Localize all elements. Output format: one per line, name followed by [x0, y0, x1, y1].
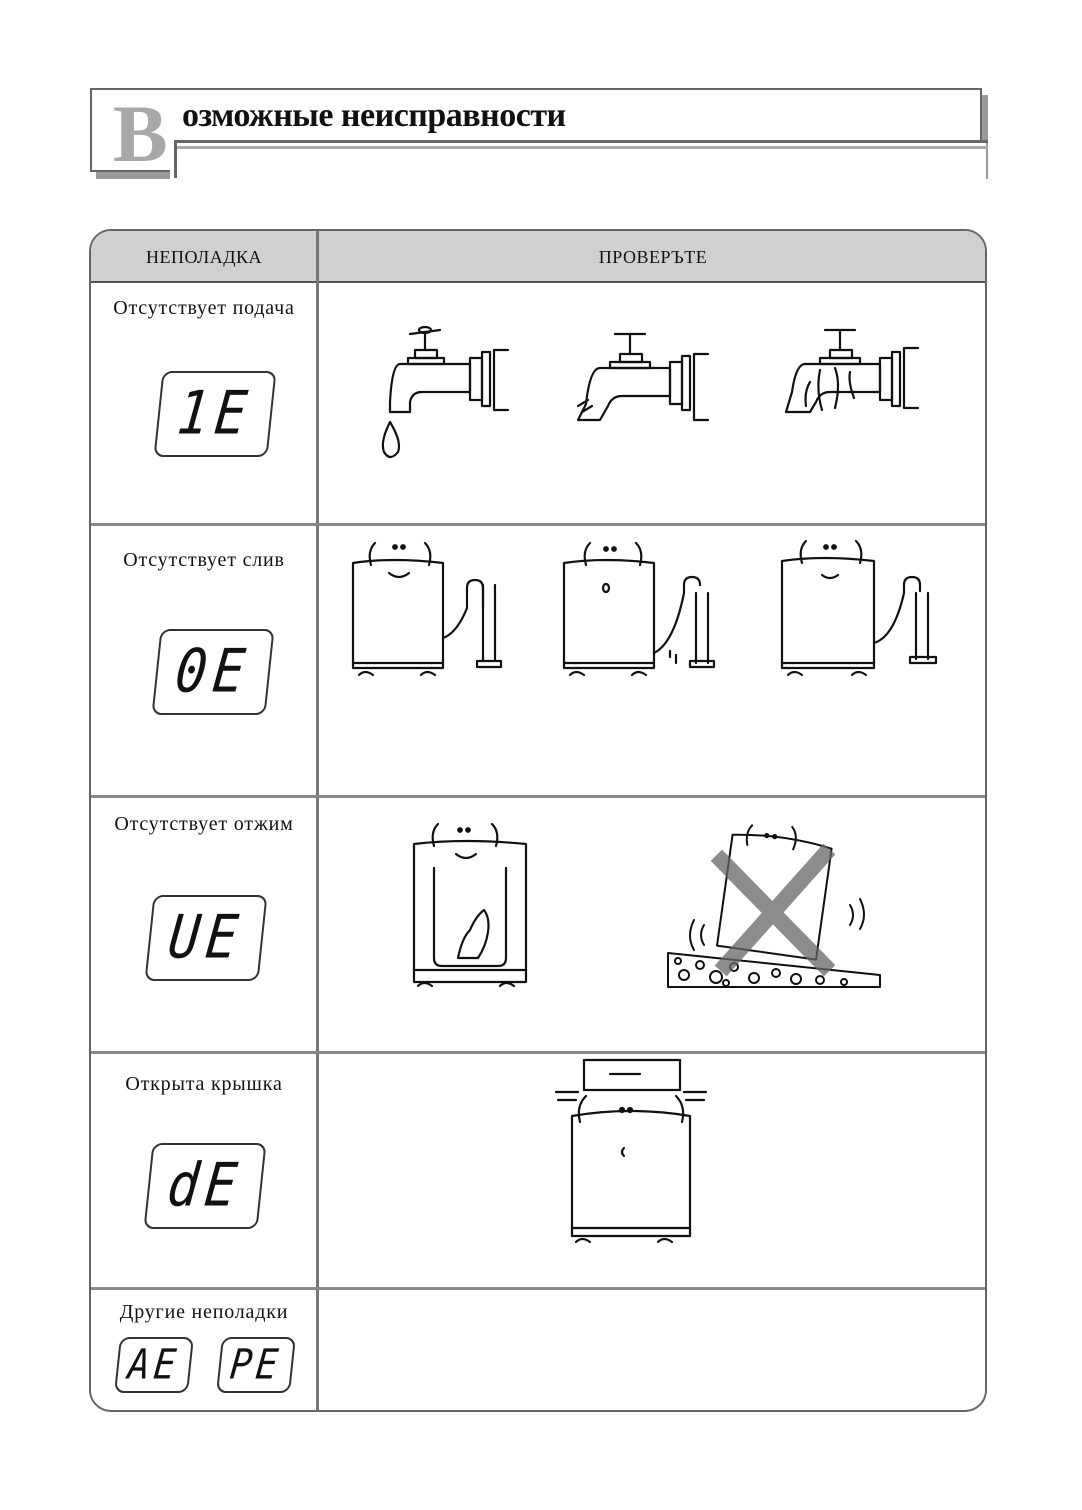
table-header: [91, 231, 985, 283]
header-notch-edge: [174, 140, 177, 178]
error-code-display: AE: [114, 1337, 194, 1393]
column-header-check: ПРОВЕРЪТЕ: [598, 247, 708, 267]
header-underline-shadow: [176, 146, 988, 149]
column-header-problem: НЕПОЛАДКА: [145, 247, 263, 267]
row-divider: [91, 1051, 985, 1054]
page-title: озможные неисправности: [182, 97, 566, 134]
title-initial: В: [113, 88, 168, 179]
error-code-display: 0E: [151, 629, 274, 715]
washer-load-in-drum-icon: [410, 818, 530, 990]
row-label-no-spin: Отсутствует отжим: [114, 813, 294, 835]
tap-dripping-icon: [370, 322, 525, 467]
row-label-no-drain: Отсутствует слив: [123, 549, 285, 571]
row-divider: [91, 1287, 985, 1290]
row-divider: [91, 523, 985, 526]
row-divider: [91, 795, 985, 798]
error-code-display: 1E: [153, 371, 276, 457]
washer-lid-open-icon: [550, 1052, 710, 1248]
washer-drain-hose-ok-icon: [345, 533, 510, 683]
washer-on-uneven-floor-crossed-icon: [664, 815, 884, 993]
row-label-lid-open: Открыта крышка: [125, 1073, 283, 1095]
tap-tied-hose-icon: [570, 330, 720, 430]
row-label-no-water-supply: Отсутствует подача: [113, 297, 295, 319]
washer-drain-hose-high-icon: [776, 533, 946, 683]
header-underline: [176, 140, 988, 143]
tap-leaking-icon: [780, 322, 930, 422]
error-code-display: PE: [216, 1337, 296, 1393]
row-label-other-problems: Другие неполадки: [119, 1301, 289, 1323]
error-code-display: dE: [143, 1143, 266, 1229]
error-code-display: UE: [144, 895, 267, 981]
washer-drain-hose-leaking-icon: [558, 533, 723, 683]
